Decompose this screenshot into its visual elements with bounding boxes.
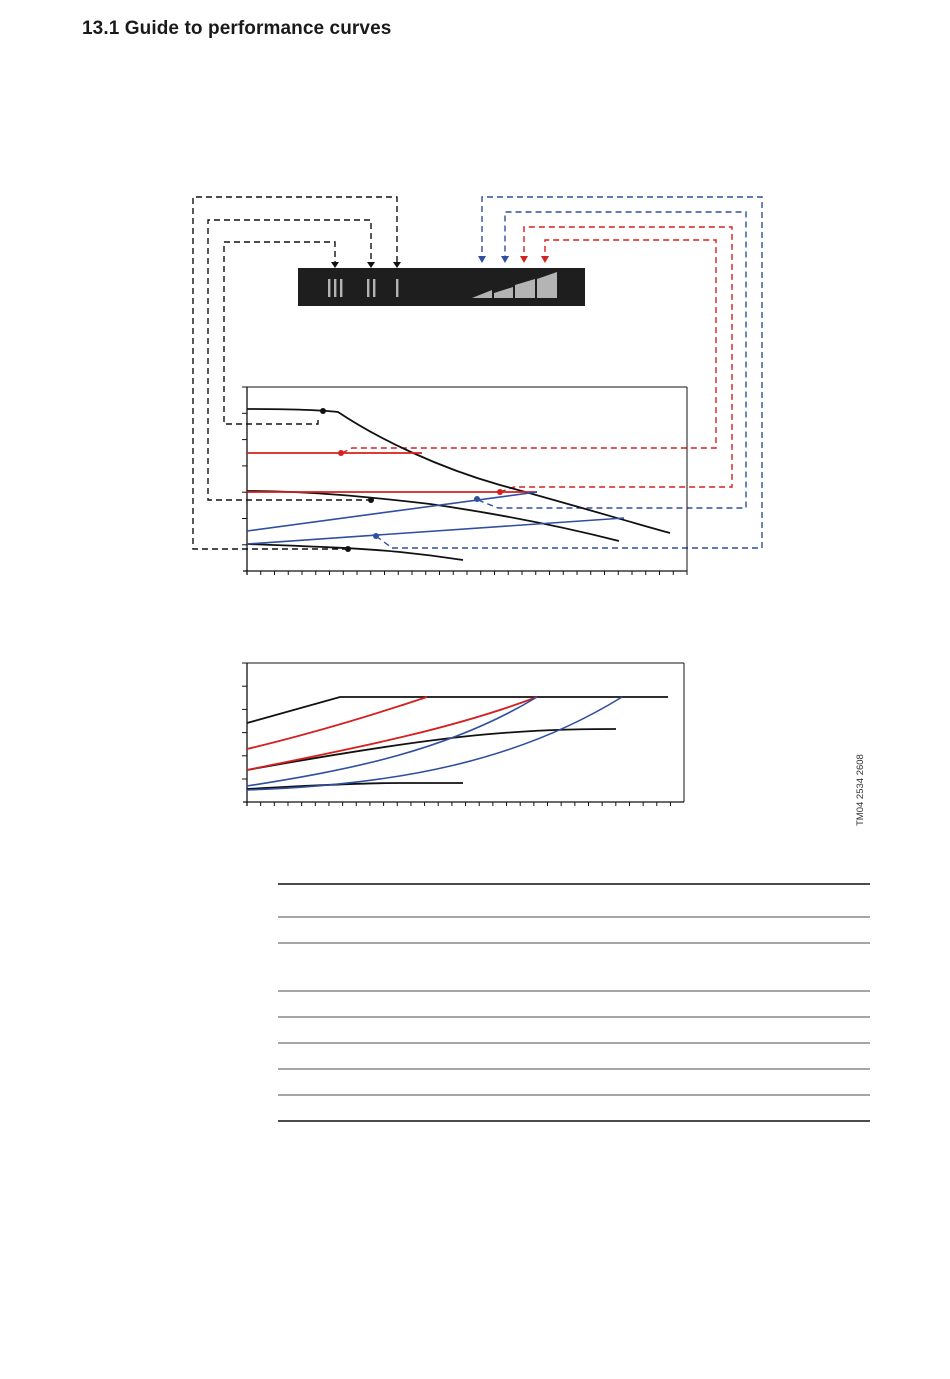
power-curve-cp-high	[247, 697, 427, 749]
legend-table	[278, 884, 870, 1121]
connector-cp-low	[500, 227, 732, 492]
arrow-down-icon	[501, 256, 509, 263]
connector-speed-ii	[208, 220, 372, 500]
arrow-down-icon	[478, 256, 486, 263]
curve-proportional-pressure-low	[247, 518, 624, 544]
duty-point-speed-i	[345, 546, 351, 552]
page-title: 13.1 Guide to performance curves	[82, 18, 392, 39]
duty-point-cp-low	[497, 489, 503, 495]
duty-point-pp-low	[373, 533, 379, 539]
black-arrowheads	[331, 262, 401, 268]
control-panel	[298, 268, 585, 306]
figure-code: TM04 2534 2608	[855, 754, 866, 826]
curve-speed-ii	[247, 491, 619, 541]
duty-point-cp-high	[338, 450, 344, 456]
power-curve-speed-iii	[247, 697, 668, 723]
red-arrowheads	[520, 256, 549, 263]
power-chart	[242, 663, 684, 806]
curve-speed-iii	[247, 409, 670, 533]
connector-pp-low	[376, 197, 762, 548]
curve-speed-i	[247, 544, 463, 560]
proportional-pressure-connectors	[376, 197, 762, 548]
arrow-down-icon	[331, 262, 339, 268]
arrow-down-icon	[367, 262, 375, 268]
duty-point-speed-iii	[320, 408, 326, 414]
arrow-down-icon	[393, 262, 401, 268]
speed-i-icon	[396, 279, 398, 297]
power-y-ticks	[242, 663, 247, 779]
blue-arrowheads	[478, 256, 509, 263]
arrow-down-icon	[520, 256, 528, 263]
head-chart	[242, 387, 687, 575]
curve-proportional-pressure-high	[247, 492, 537, 531]
duty-point-pp-high	[474, 496, 480, 502]
connector-pp-high	[478, 212, 746, 508]
speed-iii-icon	[328, 279, 342, 297]
duty-point-speed-ii	[368, 497, 374, 503]
arrow-down-icon	[541, 256, 549, 263]
constant-speed-connectors	[193, 197, 397, 549]
head-y-ticks	[242, 387, 247, 545]
